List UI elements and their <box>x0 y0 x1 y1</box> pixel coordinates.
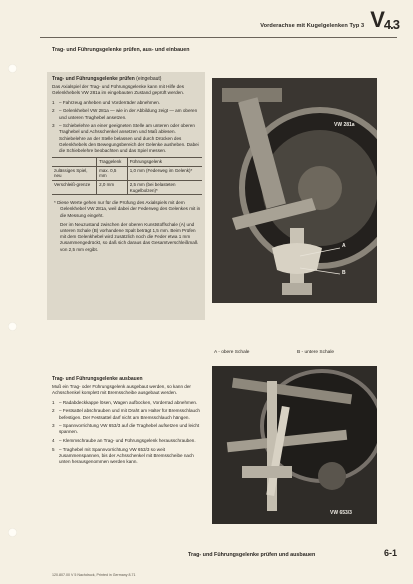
tool-label: VW 281a <box>334 122 355 128</box>
step-text: – Spannvorrichtung VW 653/3 auf die Traghebel aufsetzen und leicht spannen. <box>59 423 200 435</box>
list-item <box>52 438 202 444</box>
header-code-letter: V <box>370 7 384 32</box>
step-number: 4 <box>52 438 55 444</box>
check-intro: Das Axialspiel der Trag- und Führungsgelenke kann mit Hilfe des Gelenkhebels VW 281a im eingebauten Zustand geprüft werden. <box>52 84 185 96</box>
step-number: 3 <box>52 423 55 429</box>
joint-check-photo <box>212 78 377 346</box>
callout-b: B <box>342 270 346 276</box>
table-header-cell: Traggelenk <box>97 158 128 167</box>
step-number: 3 <box>52 123 55 129</box>
callout-a: A <box>342 243 346 249</box>
list-item <box>52 123 202 154</box>
step-text: – Traghebel mit Spannvorrichtung VW 653/3 so weit zusammenspannen, bis der Achsschenkel mit Bremsscheibe nach unten herausgenommen werden kann. <box>59 446 194 465</box>
check-title-suffix: (eingebaut) <box>136 76 162 82</box>
page-title: Trag- und Führungsgelenke prüfen, aus- und einbauen <box>52 47 190 53</box>
imprint-line: 120.807.00 V 5 Nachdruck, Printed in Germany 8.71 <box>52 573 136 577</box>
table-header-cell <box>52 158 97 167</box>
header-divider <box>40 37 397 38</box>
check-section <box>52 76 202 256</box>
joint-check-illustration <box>212 78 377 346</box>
step-text: – Radabdeckkappe lösen, Wagen aufbocken, Vorderrad abnehmen. <box>59 399 198 405</box>
table-header-cell: Führungsgelenk <box>127 158 202 167</box>
tool-label: VW 653/3 <box>330 510 352 516</box>
footer-title: Trag- und Führungsgelenke prüfen und ausbauen <box>188 552 316 558</box>
header-section-code <box>370 9 399 36</box>
table-cell: 2,5 mm (bei belasteten Kugelbolzen)* <box>127 181 202 195</box>
binder-hole <box>8 528 17 537</box>
table-row <box>52 181 202 195</box>
header-code-number: 4.3 <box>383 17 399 32</box>
spring-compressor-illustration <box>212 366 377 524</box>
list-item <box>52 108 202 120</box>
figure-caption: A - obere Schale <box>214 350 250 355</box>
table-cell: zulässiges Spiel, neu <box>52 166 97 180</box>
table-cell: 1,0 mm (Federweg im Gelenk)* <box>127 166 202 180</box>
tolerance-table <box>52 157 202 195</box>
footnote: * Diese Werte gehen nur für die Prüfung des Axialspiels mit dem Gelenkhebel VW 281a, weil dabei der Federweg des Gelenkes mit in die Messung eingeht. <box>54 200 201 218</box>
header-section-title: Vorderachse mit Kugelgelenken Typ 3 <box>260 23 365 29</box>
gap-note: Der im Neuzustand zwischen der oberen Kunststoffschale (A) und unteren Schale (B) vorhandene Spalt beträgt 1,5 mm. Beim Prüfen mit dem Gelenkhebel wird zusätzlich noch die Feder etwa 1 mm zusammengedrückt, so daß sich daraus das Gesamtverschleißmaß von 2,5 mm ergibt. <box>60 221 198 252</box>
removal-section <box>52 376 202 468</box>
binder-hole <box>8 64 17 73</box>
step-text: – Schiebelehre an einer geeigneten Stelle am unteren oder oberen Traghebel und Achsschenkel ansetzen und Maß ablesen. Schiebelehre an der Stelle belassen und durch Drücken des Gelenkhebels den Bewegungsbereich der Gelenke ausheben. Dabei die Schiebelehre beobachten und das Spiel messen. <box>59 123 199 154</box>
removal-intro: Muß ein Trag- oder Führungsgelenk ausgebaut werden, so kann der Achsschenkel komplett mit Bremsscheibe ausgebaut werden. <box>52 384 191 396</box>
table-cell: max. 0,5 mm <box>97 166 128 180</box>
list-item <box>52 100 202 106</box>
list-item <box>52 408 202 420</box>
table-cell: 2,0 mm <box>97 181 128 195</box>
removal-section-title: Trag- und Führungsgelenke ausbauen <box>52 376 143 382</box>
check-title-text: Trag- und Führungsgelenke prüfen <box>52 76 135 82</box>
spring-compressor-photo <box>212 366 377 524</box>
step-number: 1 <box>52 99 55 105</box>
figure-caption: B - untere Schale <box>297 350 335 355</box>
step-text: – Gelenkhebel VW 281a — wie in der Abbildung zeigt — am oberen und unteren Traghebel ansetzen. <box>59 108 198 120</box>
list-item <box>52 423 202 435</box>
list-item <box>52 447 202 466</box>
table-header-row <box>52 158 202 167</box>
binder-hole <box>8 322 17 331</box>
page-number: 6-1 <box>383 548 397 558</box>
table-cell: Verschleiß-grenze <box>52 181 97 195</box>
check-section-title <box>52 76 202 82</box>
step-number: 5 <box>52 446 55 452</box>
page-header <box>260 8 399 36</box>
list-item <box>52 400 202 406</box>
step-text: – Festsattel abschrauben und mit Draht am Halter für Bremsschlauch befestigen. Der Festsattel darf nicht am Bremsschlauch hängen. <box>59 408 200 420</box>
step-text: – Fahrzeug anheben und Vorderräder abnehmen. <box>59 99 161 105</box>
step-number: 2 <box>52 408 55 414</box>
step-number: 1 <box>52 399 55 405</box>
table-row <box>52 166 202 180</box>
step-text: – Klemmschraube an Trag- und Führungsgelenk herausschrauben. <box>59 438 196 444</box>
step-number: 2 <box>52 108 55 114</box>
